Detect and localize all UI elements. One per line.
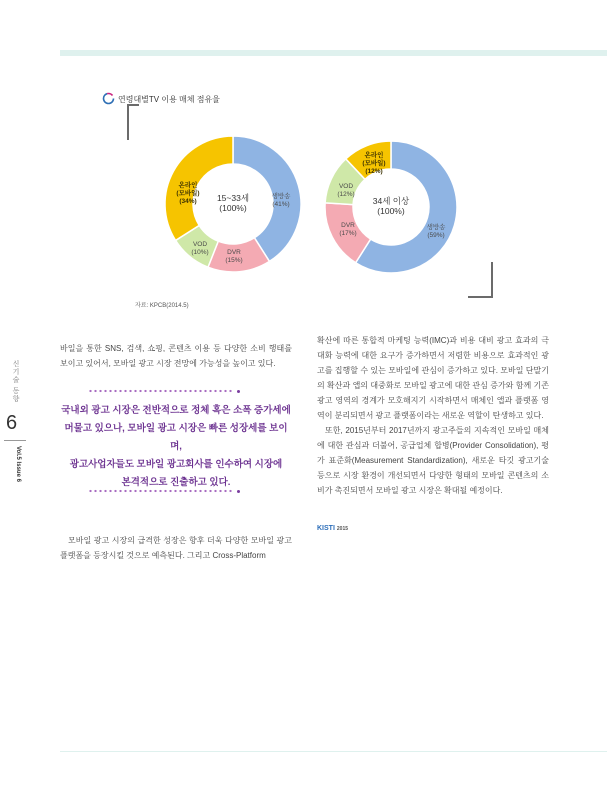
paragraph: 또한, 2015년부터 2017년까지 광고주들의 지속적인 모바일 매체에 대한 관심과 더불어, 공급업체 합병(Provider Consolidation), 평가 표준화(Measurement Standardization), 새로운 타깃 광고기술 등으로 시장 환경이 개선되면서 다양한 형태의 모바일 콘텐츠의 소비가 촉진되면서 모바일 광고 시장은 확대될 예정이다. xyxy=(317,426,549,495)
slice-label: DVR (15%) xyxy=(225,249,243,264)
slice-label: 온라인 (모바일) (34%) xyxy=(176,182,200,205)
paragraph: 모바일 광고 시장의 급격한 성장은 향후 더욱 다양한 모바일 광고 플랫폼을 등장시킬 것으로 예측된다. 그리고 Cross-Platform xyxy=(60,536,292,560)
dotted-divider xyxy=(88,389,234,393)
pull-quote-line: 국내외 광고 시장은 전반적으로 정체 혹은 소폭 증가세에 xyxy=(61,405,291,416)
page-number: 6 xyxy=(6,412,18,434)
pie-slice xyxy=(165,136,233,240)
slice-label: 온라인 (모바일) (12%) xyxy=(362,152,386,175)
pull-quote-line: 광고사업자들도 모바일 광고회사를 인수하여 시장에 xyxy=(69,459,283,470)
paragraph: 확산에 따른 통합적 마케팅 능력(IMC)과 비용 대비 광고 효과의 극대화 능력에 대한 요구가 증가하면서 저렴한 비용으로 효과적인 광고를 집행할 수 있는 모바일에 관심이 증가하고 있다. 모바일 단말기의 확산과 앱의 대중화로 모바일 광고에 대한 관심 증가와 함께 기존 광고 영역의 경계가 모호해지기 시작하면서 매체인 앱과 플랫폼 영역이 분리되면서 광고 플랫폼이라는 새로운 역할이 탄생하고 있다. xyxy=(317,336,549,420)
logo-text: KISTI xyxy=(317,525,335,532)
volume-issue: Vol.5 Issue 6 xyxy=(15,446,21,482)
center-label: 34세 이상 (100%) xyxy=(372,196,410,216)
left-column-top xyxy=(60,341,292,371)
side-divider xyxy=(4,440,26,441)
slice-label: VOD (12%) xyxy=(337,183,355,198)
kisti-logo xyxy=(317,525,348,532)
pull-quote-line: 머물고 있으나, 모바일 광고 시장은 빠른 성장세를 보이며, xyxy=(64,423,288,452)
bottom-rule xyxy=(60,751,607,752)
slice-label: VOD (10%) xyxy=(191,241,209,256)
figure-source: 자료: KPCB(2014.5) xyxy=(135,303,189,309)
slice-label: 생방송 (41%) xyxy=(271,193,291,208)
pull-quote xyxy=(60,402,292,492)
figure-title-text: 연령대별TV 이용 매체 점유율 xyxy=(118,95,220,104)
center-label: 15~33세 (100%) xyxy=(216,193,250,213)
logo-year: 2015 xyxy=(336,526,349,532)
journal-name: 신기술 동향 xyxy=(12,360,19,403)
left-column-bottom xyxy=(60,533,292,563)
dotted-divider xyxy=(88,489,234,493)
pull-quote-line: 본격적으로 진출하고 있다. xyxy=(121,477,231,488)
right-column xyxy=(317,333,549,498)
paragraph: 바일을 통한 SNS, 검색, 쇼핑, 콘텐츠 이용 등 다양한 소비 행태를 보이고 있어서, 모바일 광고 시장 전망에 가능성을 높이고 있다. xyxy=(60,344,292,368)
slice-label: DVR (17%) xyxy=(339,222,357,237)
slice-label: 생방송 (59%) xyxy=(426,224,446,239)
